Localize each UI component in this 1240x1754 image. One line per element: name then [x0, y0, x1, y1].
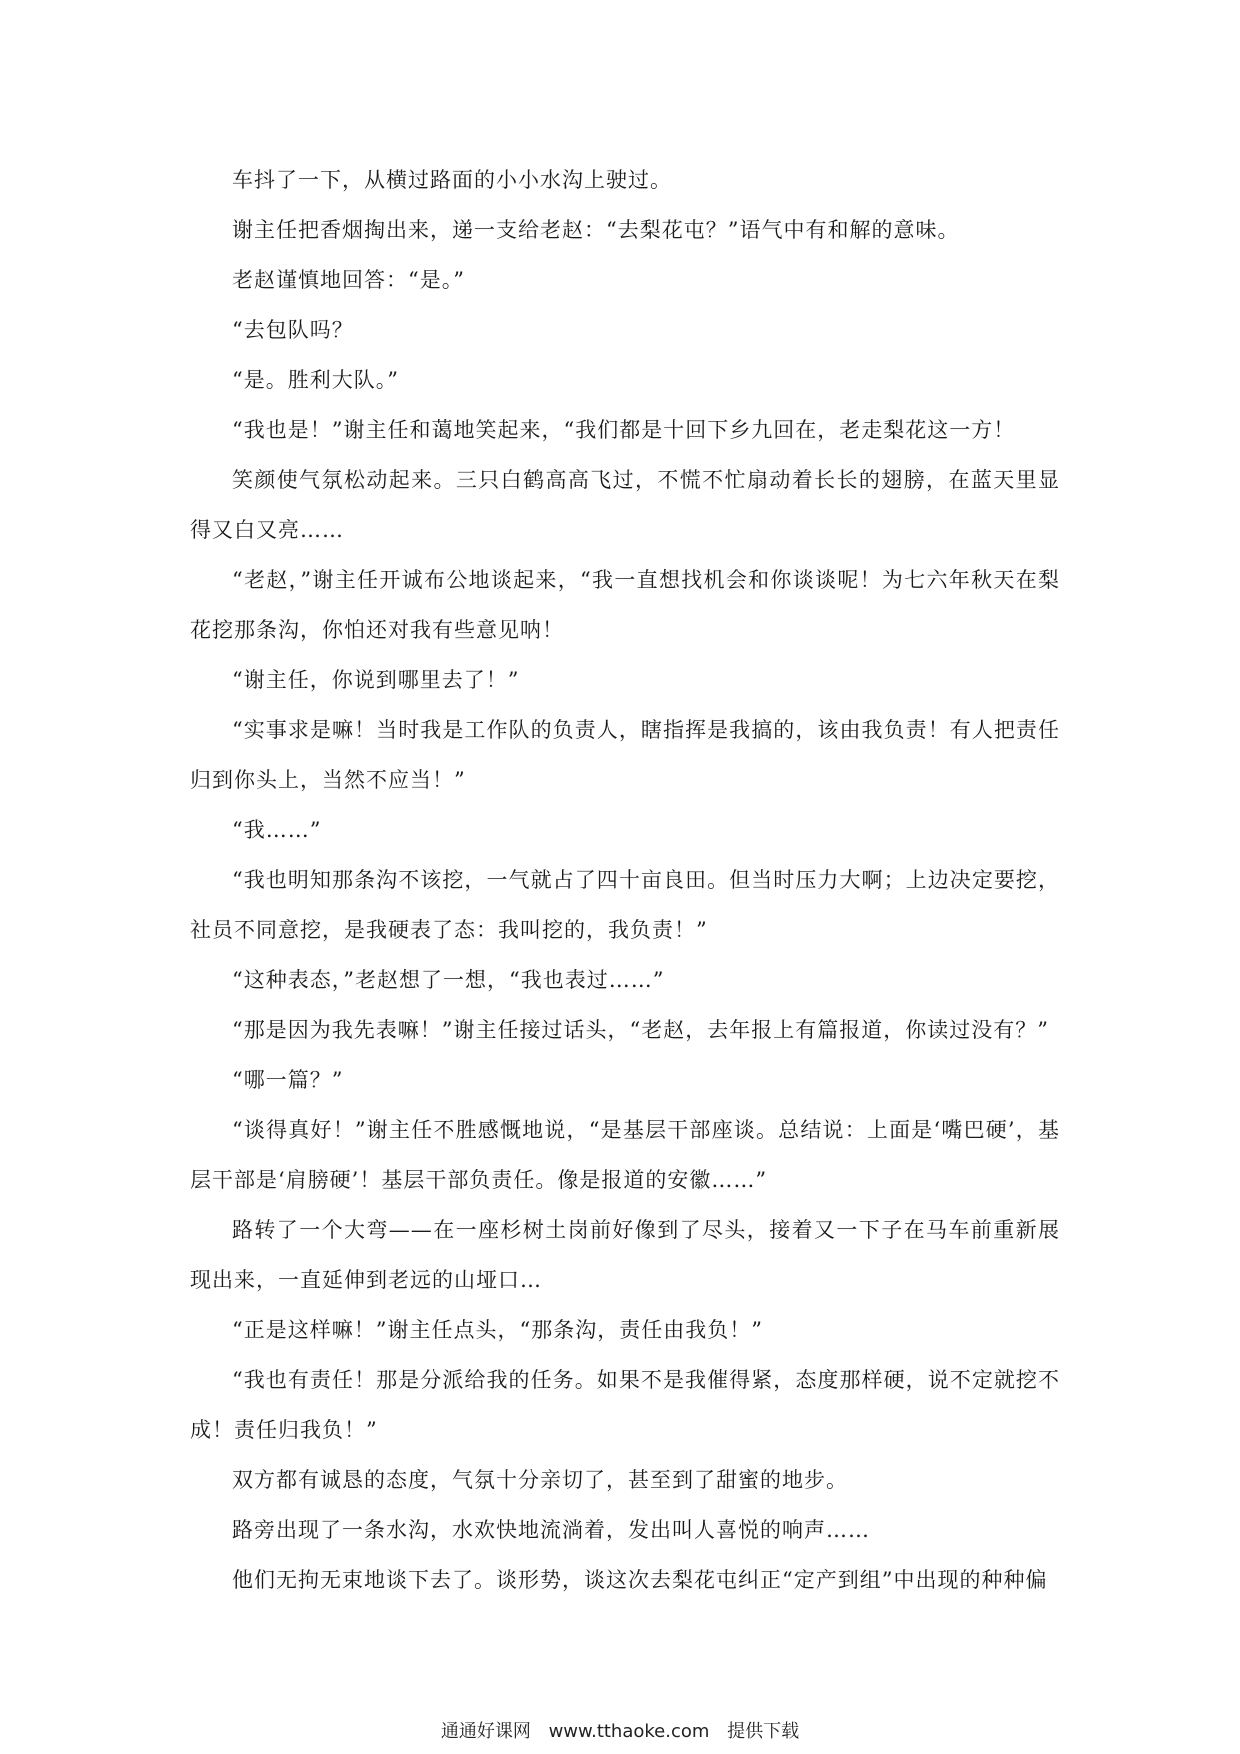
- paragraph: 笑颜使气氛松动起来。三只白鹤高高飞过，不慌不忙扇动着长长的翅膀，在蓝天里显得又白又亮……: [190, 468, 1060, 542]
- paragraph: 双方都有诚恳的态度，气氛十分亲切了，甚至到了甜蜜的地步。: [232, 1468, 848, 1492]
- paragraph: “我也有责任！那是分派给我的任务。如果不是我催得紧，态度那样硬，说不定就挖不成！责任归我负！”: [190, 1368, 1060, 1442]
- paragraph: 他们无拘无束地谈下去了。谈形势，谈这次去梨花屯纠正“定产到组”中出现的种种偏: [232, 1568, 1048, 1592]
- paragraph: 路旁出现了一条水沟，水欢快地流淌着，发出叫人喜悦的响声……: [232, 1518, 870, 1542]
- paragraph: “老赵，”谢主任开诚布公地谈起来，“我一直想找机会和你谈谈呢！为七六年秋天在梨花挖那条沟，你怕还对我有些意见呐！: [190, 568, 1060, 642]
- paragraph: “谢主任，你说到哪里去了！”: [232, 668, 520, 692]
- footer-url[interactable]: www.tthaoke.com: [548, 1721, 710, 1742]
- paragraph: 车抖了一下，从横过路面的小小水沟上驶过。: [232, 168, 672, 192]
- paragraph: “哪一篇？”: [232, 1068, 344, 1092]
- paragraph: “实事求是嘛！当时我是工作队的负责人，瞎指挥是我搞的，该由我负责！有人把责任归到你头上，当然不应当！”: [190, 718, 1060, 792]
- footer-site-name: 通通好课网: [440, 1721, 531, 1742]
- paragraph: “那是因为我先表嘛！”谢主任接过话头，“老赵，去年报上有篇报道，你读过没有？”: [232, 1018, 1049, 1042]
- paragraph: “正是这样嘛！”谢主任点头，“那条沟，责任由我负！”: [232, 1318, 763, 1342]
- paragraph: “谈得真好！”谢主任不胜感慨地说，“是基层干部座谈。总结说：上面是‘嘴巴硬’，基层干部是‘肩膀硬’！基层干部负责任。像是报道的安徽……”: [190, 1118, 1060, 1192]
- paragraph: 路转了一个大弯——在一座杉树土岗前好像到了尽头，接着又一下子在马车前重新展现出来，一直延伸到老远的山垭口…: [190, 1218, 1060, 1292]
- paragraph: “这种表态，”老赵想了一想，“我也表过……”: [232, 968, 665, 992]
- paragraph: 谢主任把香烟掏出来，递一支给老赵：“去梨花屯？”语气中有和解的意味。: [232, 218, 960, 242]
- paragraph: “是。胜利大队。”: [232, 368, 399, 392]
- paragraph: 老赵谨慎地回答：“是。”: [232, 268, 465, 292]
- story-text: [190, 155, 1060, 1605]
- page-footer: [0, 1717, 1240, 1743]
- footer-suffix: 提供下载: [727, 1721, 800, 1742]
- paragraph: “我也是！”谢主任和蔼地笑起来，“我们都是十回下乡九回在，老走梨花这一方！: [232, 418, 1016, 442]
- paragraph: “我……”: [232, 818, 322, 842]
- paragraph: “我也明知那条沟不该挖，一气就占了四十亩良田。但当时压力大啊；上边决定要挖，社员不同意挖，是我硬表了态：我叫挖的，我负责！”: [190, 868, 1060, 942]
- paragraph: “去包队吗？: [232, 318, 354, 342]
